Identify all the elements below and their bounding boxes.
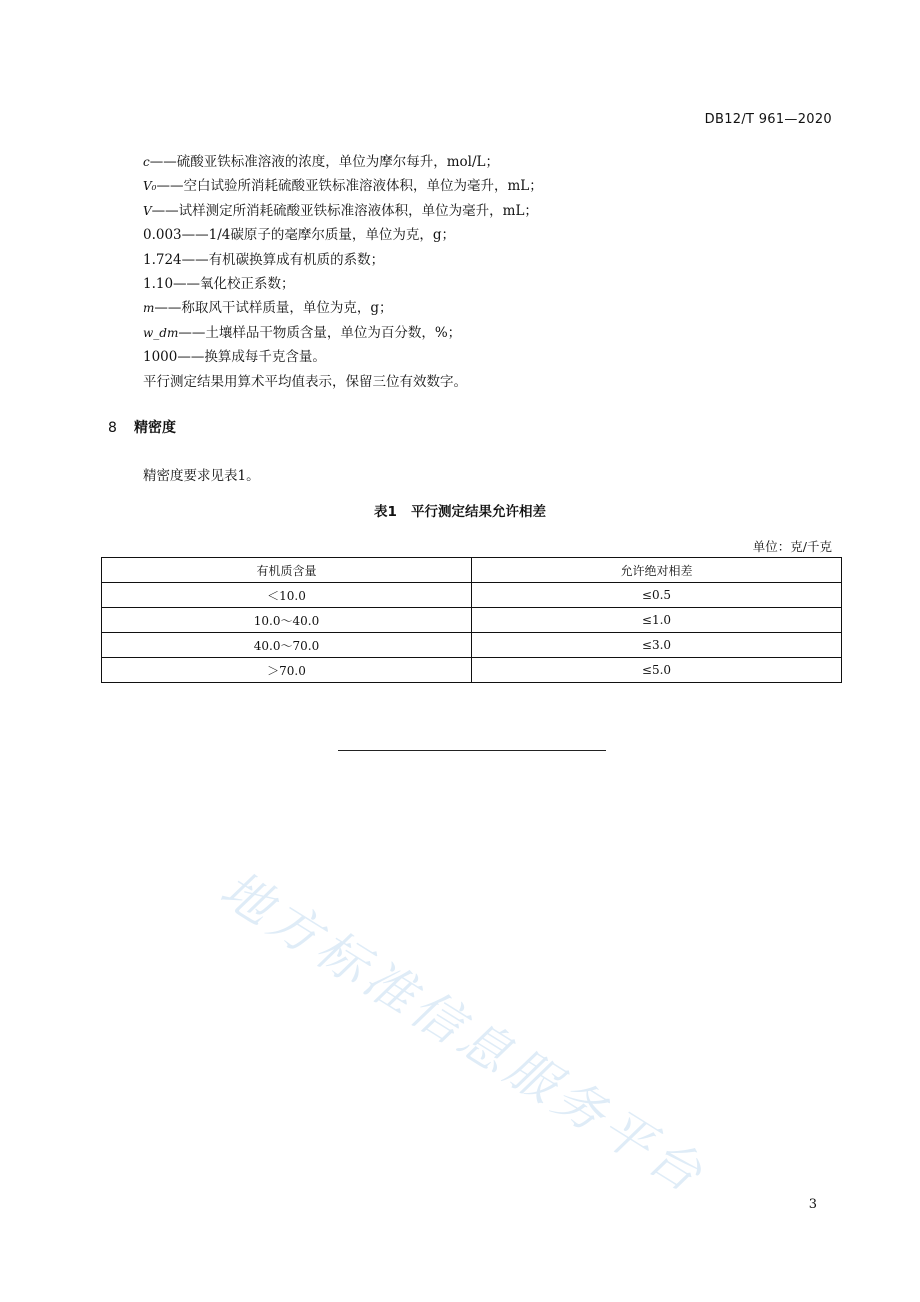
definition-text: 1.724——有机碳换算成有机质的系数； [143,251,385,268]
table-cell: ≤0.5 [472,583,842,608]
column-header: 允许绝对相差 [472,558,842,583]
definition-text: ——称取风干试样质量，单位为克，g； [154,300,393,317]
table-cell: 10.0～40.0 [102,608,472,633]
definition-text: ——硫酸亚铁标准溶液的浓度，单位为摩尔每升，mol/L； [149,154,499,170]
body-paragraph: 精密度要求见表1。 [143,468,260,484]
section-number: 8 [108,420,117,436]
table-unit-note: 单位：克/千克 [752,539,832,554]
definition-text: ——空白试验所消耗硫酸亚铁标准溶液体积，单位为毫升，mL； [156,178,543,195]
table-caption [0,500,920,520]
definition-symbol: w_dm [143,325,179,340]
table-caption-title: 平行测定结果允许相差 [410,504,546,520]
definition-line [143,272,543,296]
table-caption-number: 表1 [374,504,397,520]
table-cell: ≤3.0 [472,633,842,658]
section-heading [108,417,176,437]
definition-line [143,248,543,272]
definition-symbol: c [143,155,150,169]
table-cell: ≤1.0 [472,608,842,633]
definition-line [143,223,543,247]
definition-line [143,345,543,369]
table-cell: 40.0～70.0 [102,633,472,658]
definition-text: 1.10——氧化校正系数； [143,276,295,293]
table-cell: ＞70.0 [102,658,472,683]
definition-line [143,321,543,345]
definition-line [143,370,543,394]
watermark: 地方标准信息服务平台 [210,859,717,1206]
definition-text: 1000——换算成每千克含量。 [143,349,326,366]
table-cell: ＜10.0 [102,583,472,608]
end-of-document-rule [338,750,606,751]
definition-text: ——土壤样品干物质含量，单位为百分数，%； [178,324,462,341]
precision-table [101,557,842,683]
definition-line [143,296,543,320]
definition-text: 平行测定结果用算术平均值表示，保留三位有效数字。 [143,373,467,390]
document-code: DB12/T 961—2020 [704,112,832,127]
table-row [102,658,842,683]
table-header-row [102,558,842,583]
definition-symbol: V₀ [143,179,157,194]
table-cell: ≤5.0 [472,658,842,683]
column-header: 有机质含量 [102,558,472,583]
definition-text: 0.003——1/4碳原子的毫摩尔质量，单位为克，g； [143,227,456,244]
page-number: 3 [808,1197,817,1212]
definition-line [143,174,543,198]
variable-definitions [143,150,543,394]
definition-line [143,199,543,223]
section-title: 精密度 [134,420,176,436]
table-row [102,608,842,633]
table-row [102,633,842,658]
definition-text: ——试样测定所消耗硫酸亚铁标准溶液体积，单位为毫升，mL； [151,202,538,219]
definition-line [143,150,543,174]
definition-symbol: m [143,301,155,316]
table-row [102,583,842,608]
definition-symbol: V [143,203,152,218]
